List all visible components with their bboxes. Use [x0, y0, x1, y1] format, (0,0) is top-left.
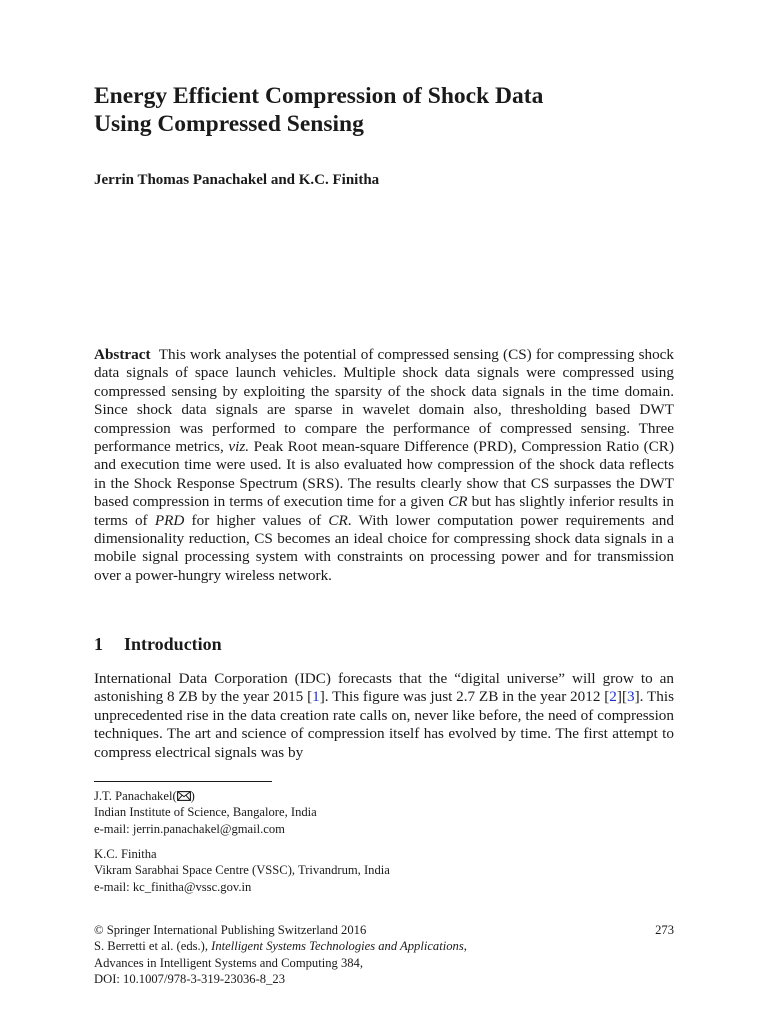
- author-1-name: J.T. Panachakel(: [94, 789, 177, 803]
- abstract-cr-symbol-2: CR: [328, 511, 348, 529]
- abstract-viz: viz.: [228, 438, 250, 456]
- section-title: Introduction: [124, 634, 222, 654]
- publication-imprint: [94, 922, 674, 987]
- abstract-text-3: but has slightly inferior results in terms of: [94, 493, 675, 529]
- author-1-close: ): [190, 789, 195, 803]
- intro-text-3: ][: [616, 688, 628, 706]
- doi-line[interactable]: DOI: 10.1007/978-3-319-23036-8_23: [94, 971, 285, 986]
- author-2-email[interactable]: e-mail: kc_finitha@vssc.gov.in: [94, 879, 252, 894]
- section-number: 1: [94, 634, 103, 654]
- abstract-text-2: Peak Root mean-square Difference (PRD), Compression Ratio (CR) and execution time were used. It is also evaluated how compression of the shock data reflects in the Shock Response Spectrum (SRS). The results clearly show that CS surpasses the DWT based compression in terms of execution time for a given: [94, 438, 674, 511]
- editors-comma: ,: [463, 939, 467, 954]
- editors-line: [94, 938, 674, 954]
- abstract-text-4: for higher values of: [184, 511, 329, 529]
- copyright-line: © Springer International Publishing Switzerland 2016: [94, 923, 367, 937]
- intro-text-4: ]. This unprecedented rise in the data creation rate calls on, never like before, the need of compression techniques. The art and science of compression itself has evolved by time. The first attempt to compress electrical signals was by: [94, 688, 674, 761]
- abstract-prd-symbol: PRD: [154, 511, 185, 529]
- abstract-cr-symbol: CR: [448, 493, 468, 511]
- citation-link-2[interactable]: 2: [609, 688, 617, 706]
- author-1-line: [94, 788, 674, 804]
- intro-paragraph: [94, 670, 674, 762]
- citation-link-3[interactable]: 3: [627, 688, 635, 706]
- series-line: Advances in Intelligent Systems and Computing 384,: [94, 955, 363, 970]
- title-line-1: Energy Efficient Compression of Shock Data: [94, 83, 544, 109]
- abstract-paragraph: [94, 346, 674, 585]
- abstract-text-5: . With lower computation power requirements and dimensionality reduction, CS becomes an ideal choice for compressing shock data signals in a mobile signal processing system with constraints on processing power and for transmission over a power-hungry wireless network.: [94, 511, 674, 584]
- footnote-divider: [94, 781, 272, 782]
- citation-link-1[interactable]: 1: [312, 688, 320, 706]
- author-1-affiliation: Indian Institute of Science, Bangalore, India: [94, 805, 317, 820]
- section-heading: [94, 634, 222, 655]
- author-1-email[interactable]: e-mail: jerrin.panachakel@gmail.com: [94, 821, 285, 836]
- paper-title: [94, 82, 694, 138]
- author-2-affiliation: Vikram Sarabhai Space Centre (VSSC), Trivandrum, India: [94, 863, 390, 878]
- editors-text: S. Berretti et al. (eds.),: [94, 939, 212, 954]
- abstract-label: Abstract: [94, 346, 151, 363]
- abstract-text: This work analyses the potential of compressed sensing (CS) for compressing shock data signals of space launch vehicles. Multiple shock data signals were compressed using compressed sensing by exploiting the sparsity of the shock data signals in the time domain. Since shock data signals are sparse in wavelet domain also, thresholding based DWT compression was performed to compare the performance of compressed sensing. Three performance metrics,: [94, 346, 674, 456]
- page-number: 273: [655, 923, 674, 937]
- author-2-name: K.C. Finitha: [94, 847, 157, 861]
- author-list: Jerrin Thomas Panachakel and K.C. Finitha: [94, 172, 380, 188]
- intro-text-1: International Data Corporation (IDC) forecasts that the “digital universe” will grow to an astonishing 8 ZB by the year 2015 [: [94, 670, 674, 706]
- title-line-2: Using Compressed Sensing: [94, 111, 364, 137]
- intro-text-2: ]. This figure was just 2.7 ZB in the year 2012 [: [319, 688, 610, 706]
- author-1-footnote: [94, 788, 674, 837]
- book-title: Intelligent Systems Technologies and Applications: [211, 939, 464, 954]
- envelope-icon[interactable]: [177, 791, 191, 801]
- author-2-footnote: [94, 846, 674, 895]
